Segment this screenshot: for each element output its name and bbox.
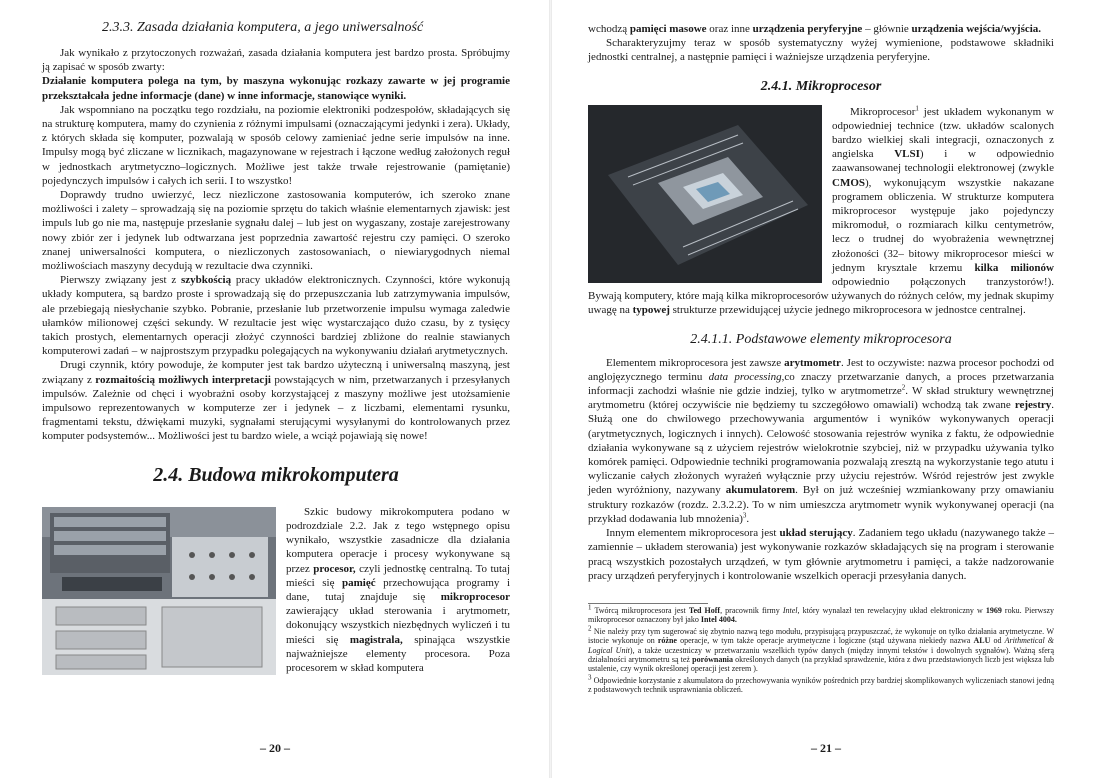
section-title: 2.3.3. Zasada działania komputera, a jego uniwersalność	[102, 20, 424, 35]
paragraph: wchodzą pamięci masowe oraz inne urządzenia peryferyjne – głównie urządzenia wejścia/wyjścia.	[588, 23, 1042, 35]
paragraph: Mikroprocesor$^1$ jest układem wykonanym w odpowiedniej technice (tzw. układów scalonych bardzo wielkiej skali integracji, oznaczonych z angielska VLSI) i w odpowiednio zaawansowanej technologii elektronowej (zwykle CMOS), wykonującym wszystkie nakazane programem obliczenia. W strukturze komputera mikroprocesor występuje jako pojedynczy mikromoduł, o rozmiarach kilku centymetrów, lecz o trudnej do wyobrażenia wewnętrznej złożoności (32– bitowy mikroprocesor mieści w jednym krysztale krzemu kilka milionów odpowiednio połączonych tranzystorów!). Bywają komputery, które mają kilka mikroprocesorów używanych do różnych celów, my jednak skupimy uwagę na typowej strukturze przewidującej użycie jednego mikroprocesora w jednostce centralnej.	[588, 103, 1054, 317]
microprocessor-photo	[588, 105, 822, 283]
right-page	[552, 0, 1100, 778]
paragraph: Innym elementem mikroprocesora jest układ sterujący. Zadaniem tego układu (nazywanego także – zamiennie – układem sterowania) jest wykonywanie rozkazów składających się na program i sterowanie pracą wszystkich pozostałych urządzeń, w tym głównie arytmometru i pamięci, a także nadzorowanie pracy urządzeń peryferyjnych i kontrolowanie wszelkich operacji przesyłania danych.	[588, 527, 1055, 582]
paragraph: Elementem mikroprocesora jest zawsze arytmometr. Jest to oczywiste: nazwa procesor pochodzi od anglojęzycznego terminu data processing,co znaczy przetwarzanie danych, a proces przetwarzania informacji zachodzi właśnie nie gdzie indziej, tylko w arytmometrze$^2$. W skład struktury wewnętrznej arytmometru (której oczywiście nie będziemy tu szczegółowo omawiali) wchodzą tak zwane rejestry. Służą one do chwilowego przechowywania argumentów i wyników wykonywanych operacji (arytmetycznych, logicznych i innych). Celowość stosowania rejestrów wynika z faktu, że odpowiednie działania wykonywane są z użyciem rejestrów wielokrotnie szybciej, niż w przypadku używania tylko komórek pamięci. Odpowiednie techniki programowania pozwalają zresztą na wykorzystanie tego atutu i wyliczanie całych złożonych wyrażeń wyłącznie przy użyciu rejestrów. Wśród rejestrów jest zwykle jeden wyróżniony, nazywany akumulatorem. Był on już wcześniej wzmiankowany przy omawianiu struktury rozkazów (rozdz. 2.3.2.2). To w nim umieszcza arytmometr wynik wykonywanej operacji (na przykład dodawania lub mnożenia)$^3$.	[588, 356, 1055, 525]
chapter-title: 2.4. Budowa mikrokomputera	[153, 463, 399, 486]
footnote: $^2$ Nie należy przy tym sugerować się zbytnio nazwą tego modułu, przypisującą przypuszczać, że wykonuje on tylko działania arytmetyczne. W istocie wykonuje on różne operacje, w tym także operacje arytmetyczne i logiczne (stąd używana niekiedy nazwa ALU od Arithmetical & Logical Unit), a także uczestniczy w przetwarzaniu wszelkich typów danych (między innymi tekstów i dowolnych sygnałów). Ważną sferą działalności arytmometru są też porównania określonych danych (na przykład sprawdzenie, która z dwu przedstawionych liczb jest większa lub ustalenie, czy wynik określonej operacji jest zerem ).	[588, 624, 1055, 674]
paragraph: Jak wspomniano na początku tego rozdziału, na poziomie elektroniki podzespołów, składających się na strukturę komputera, mamy do czynienia z różnymi impulsami (oznaczającymi jedynki i zera). Układy, z których składa się komputer, pozwalają w sposób celowy zamieniać jedne serie impulsów na inne. Impulsy mogą być zliczane w licznikach, magazynowane w rejestrach i łączone według założonych reguł w jednostkach arytmetyczno–logicznych. Możliwe jest także trwałe rejestrowanie (pamiętanie) pojedynczych impulsów i całych ich serii. I to wszystko!	[42, 103, 510, 187]
page-number: – 20 –	[260, 741, 290, 755]
footnote-separator	[588, 603, 708, 604]
footnote: $^3$ Odpowiednie korzystanie z akumulatora do przechowywania wyników pośrednich przy bardziej skomplikowanych wyliczeniach stanowi jedną z podstawowych technik usprawniania obliczeń.	[588, 673, 1054, 695]
paragraph: Drugi czynnik, który powoduje, że komputer jest tak bardzo użyteczną i uniwersalną maszyną, jest związany z rozmaitością możliwych interpretacji powstających w nim, przetwarzanych i przesyłanych impulsów. Zależnie od chęci i wyobraźni osoby korzystającej z maszyny możliwe jest utożsamienie impulsowo reprezentowanych w komputerze zer i jedynek – z liczbami, elementami rysunku, fragmentami tekstu, dźwiękami muzyki, sygnałami sterującymi wysyłanymi do kontrolowanych przez komputer podsystemów... Możliwości jest tu bardzo wiele, a wciąż pojawiają się nowe!	[42, 359, 510, 443]
footnote: $^1$ Twórcą mikroprocesora jest Ted Hoff, pracownik firmy Intel, który wynalazł ten rewelacyjny układ elektroniczny w 1969 roku. Pierwszy mikroprocesor oznaczony był jako Intel 4004.	[588, 603, 1055, 625]
subsection-title: 2.4.1. Mikroprocesor	[760, 78, 882, 94]
paragraph: Pierwszy związany jest z szybkością pracy układów elektronicznych. Czynności, które wykonują układy komputera, są bardzo proste i sprowadzają się do przepuszczania lub zatrzymywania impulsów, ale przebiegają niesłychanie szybko. Pobranie, przesłanie lub przetworzenie impulsu wymaga zaledwie ułamków milionowej części sekundy. W rezultacie jest więc wystarczająco dużo czasu, by z tysięcy takich prostych, elementarnych operacji złożyć czynności bardziej zbliżone do realnie stawianych komputerowi zadań – w najprostszym przypadku polegających na wykonywaniu działań arytmetycznych.	[42, 274, 510, 358]
subsubsection-title: 2.4.1.1. Podstawowe elementy mikroprocesora	[690, 331, 952, 347]
computer-case-photo	[42, 507, 276, 675]
paragraph: Jak wynikało z przytoczonych rozważań, zasada działania komputera jest bardzo prosta. Spróbujmy ją zapisać w sposób zwarty:	[42, 47, 510, 74]
paragraph: Doprawdy trudno uwierzyć, lecz niezliczone zastosowania komputerów, ich szeroko znane możliwości i zalety – sprowadzają się na poziomie sprzętu do takich właśnie elementarnych zjawisk: jest impuls lub go nie ma, następuje przesłanie sygnału dalej – lub jest on wygaszany, zostaje zarejestrowany nowy zbiór zer i jedynek lub odtwarzana jest poprzednia zawartość rejestru czy pamięci. O szeroko znanej uniwersalności komputera, o niezliczonych zastosowaniach, o niewiarygodnych niemal możliwościach maszyny decydują w rezultacie dwa czynniki.	[42, 189, 510, 273]
paragraph-bold: Działanie komputera polega na tym, by maszyna wykonując rozkazy zawarte w jej programie przekształcała jedne informacje (dane) w inne informacje, stanowiące wyniki.	[42, 75, 510, 102]
paragraph: Szkic budowy mikrokomputera podano w podrozdziale 2.2. Jak z tego wstępnego opisu wynikało, wszystkie zasadnicze dla działania komputera operacje i procesy wykonywane są przez procesor, czyli jednostkę centralną. To tutaj mieści się pamięć przechowująca programy i dane, tutaj znajduje się mikroprocesor zawierający układ sterowania i arytmometr, dokonujący wszystkich niezbędnych wyliczeń i tu mieści się magistrala, spinająca wszystkie najważniejsze elementy procesora. Poza procesorem w skład komputera	[286, 505, 511, 674]
page-number: – 21 –	[811, 741, 841, 755]
paragraph: Scharakteryzujmy teraz w sposób systematyczny wyżej wymienione, podstawowe składniki jednostki centralnej, a następnie pamięci i ważniejsze urządzenia peryferyjne.	[588, 37, 1054, 64]
